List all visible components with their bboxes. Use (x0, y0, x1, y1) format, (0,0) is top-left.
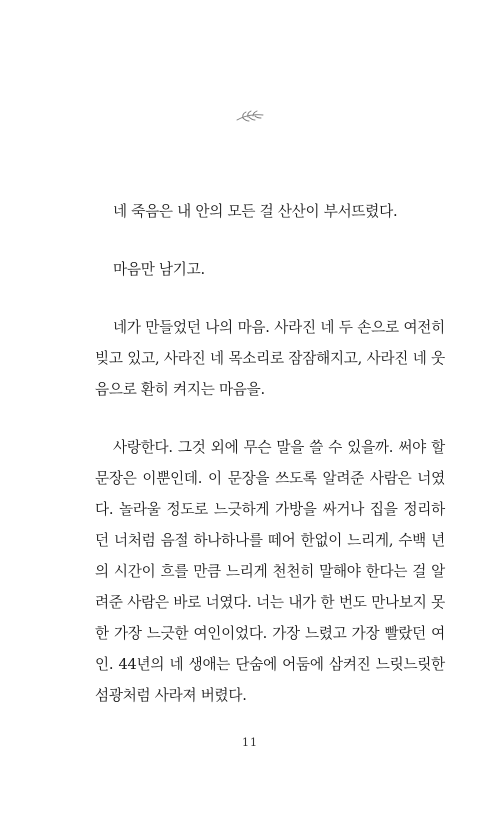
chapter-ornament (0, 108, 500, 127)
paragraph: 사랑한다. 그것 외에 무슨 말을 쓸 수 있을까. 써야 할 문장은 이뿐인데. 이 문장을 쓰도록 알려준 사람은 너였다. 놀라울 정도로 느긋하게 가방을 싸거나 집을 정리하던 너처럼 음절 하나하나를 떼어 한없이 느리게, 수백 년의 시간이 흐를 만큼 느리게 천천히 말해야 한다는 걸 알려준 사람은 바로 너였다. 너는 내가 한 번도 만나보지 못한 가장 느긋한 여인이었다. 가장 느렸고 가장 빨랐던 여인. 44년의 네 생애는 단숨에 어둠에 삼켜진 느릿느릿한 섬광처럼 사라져 버렸다. (95, 439, 445, 704)
page-number: 11 (242, 736, 258, 749)
paragraph: 마음만 남기고. (113, 261, 205, 278)
paragraph: 네 죽음은 내 안의 모든 걸 산산이 부서뜨렸다. (113, 203, 398, 220)
paragraph: 네가 만들었던 나의 마음. 사라진 네 두 손으로 여전히 빚고 있고, 사라진 네 목소리로 잠잠해지고, 사라진 네 웃음으로 환히 켜지는 마음을. (95, 319, 445, 398)
body-text (95, 196, 445, 738)
leaf-sprig-icon (235, 109, 265, 123)
